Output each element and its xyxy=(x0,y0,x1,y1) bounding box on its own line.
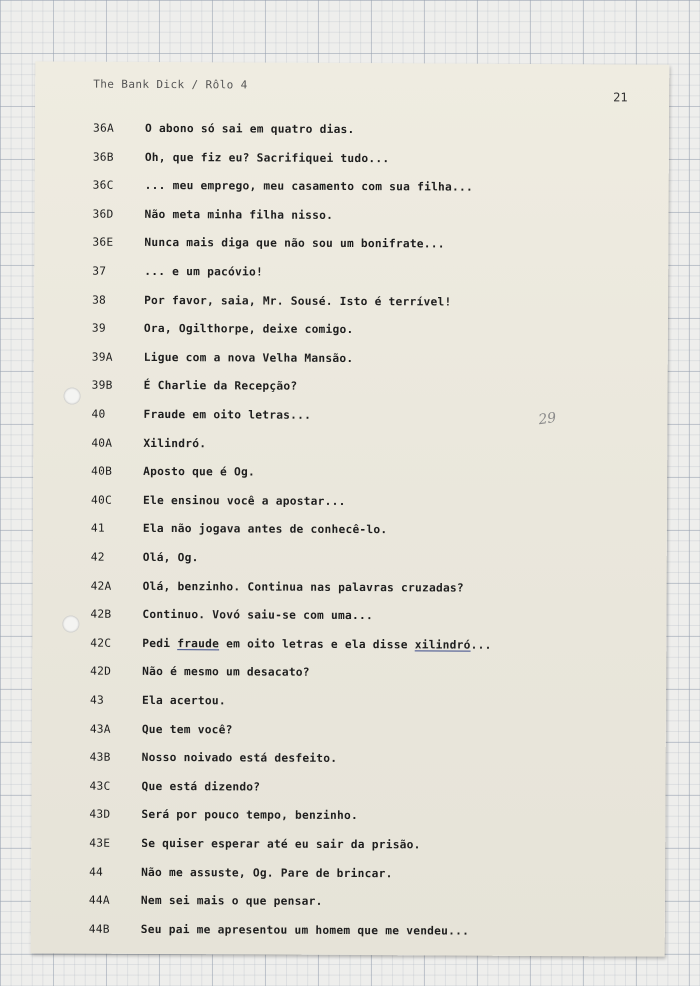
text-segment: Nunca mais diga que não sou um bonifrate... xyxy=(144,236,445,251)
subtitle-number: 37 xyxy=(92,264,107,278)
subtitle-number: 42C xyxy=(90,636,112,650)
subtitle-text xyxy=(145,122,355,136)
subtitle-text xyxy=(144,265,263,279)
subtitle-text xyxy=(143,494,346,508)
subtitle-number: 42B xyxy=(90,607,112,621)
subtitle-number: 43C xyxy=(89,779,111,793)
subtitle-text xyxy=(142,608,373,622)
text-segment: Não é mesmo um desacato? xyxy=(142,665,310,680)
pencil-margin-note: 29 xyxy=(537,409,558,429)
text-segment: Não meta minha filha nisso. xyxy=(144,207,334,222)
text-segment: Será por pouco tempo, benzinho. xyxy=(141,808,358,823)
text-segment: Ora, Ogilthorpe, deixe comigo. xyxy=(143,322,354,337)
subtitle-number: 36A xyxy=(92,121,114,135)
subtitle-text xyxy=(143,551,199,564)
text-segment: Nem sei mais o que pensar. xyxy=(140,894,323,909)
subtitle-text xyxy=(142,694,226,707)
text-segment: Olá, benzinho. Continua nas palavras cruzadas? xyxy=(142,579,464,595)
subtitle-text xyxy=(141,808,358,822)
text-segment: Continuo. Vovó saiu-se com uma... xyxy=(142,608,374,623)
subtitle-number: 40A xyxy=(91,436,113,450)
subtitle-number: 43 xyxy=(89,693,105,707)
subtitle-text xyxy=(144,322,354,336)
text-segment: Nosso noivado está desfeito. xyxy=(141,751,338,766)
subtitle-text xyxy=(143,580,464,595)
text-segment: Ela não jogava antes de conhecê-lo. xyxy=(142,522,388,537)
text-segment: Xilindró. xyxy=(143,436,207,450)
text-segment: Não me assuste, Og. Pare de brincar. xyxy=(141,865,393,880)
text-segment: ... e um pacóvio! xyxy=(144,264,264,279)
text-segment: Se quiser esperar até eu sair da prisão. xyxy=(141,836,421,852)
text-segment: O abono só sai em quatro dias. xyxy=(144,121,355,137)
subtitle-number: 36E xyxy=(92,236,114,250)
underlined-word: fraude xyxy=(177,636,220,651)
subtitle-number: 42 xyxy=(90,550,105,564)
subtitle-text xyxy=(143,437,206,450)
subtitle-number: 39A xyxy=(91,350,113,364)
subtitle-text xyxy=(144,236,444,251)
subtitle-text xyxy=(144,351,354,365)
subtitle-text xyxy=(145,208,334,222)
subtitle-number: 40B xyxy=(91,464,113,478)
subtitle-text xyxy=(145,151,390,165)
text-segment: Que está dizendo? xyxy=(141,779,261,794)
underlined-word: xilindró xyxy=(414,638,471,652)
text-segment: Ele ensinou você a apostar... xyxy=(143,493,346,508)
text-segment: Que tem você? xyxy=(141,722,233,736)
text-segment: É Charlie da Recepção? xyxy=(143,379,298,394)
text-segment: ... meu emprego, meu casamento com sua filha... xyxy=(144,179,474,194)
subtitle-number: 44B xyxy=(88,922,110,936)
subtitle-text xyxy=(142,723,233,736)
text-segment: Pedi xyxy=(142,636,178,650)
subtitle-number: 44A xyxy=(88,893,110,907)
text-segment: Ligue com a nova Velha Mansão. xyxy=(143,350,354,365)
subtitle-number: 44 xyxy=(89,865,104,879)
subtitle-number: 42A xyxy=(90,579,112,593)
page-header-title: The Bank Dick / Rôlo 4 xyxy=(93,77,248,92)
subtitle-number: 41 xyxy=(90,522,105,536)
subtitle-text xyxy=(142,637,491,652)
subtitle-text xyxy=(144,294,451,309)
text-segment: Fraude em oito letras... xyxy=(143,407,312,422)
subtitle-text xyxy=(145,179,473,194)
text-segment: em oito letras e ela disse xyxy=(219,637,415,652)
subtitle-text xyxy=(143,465,255,479)
subtitle-text xyxy=(142,665,310,679)
subtitle-number: 43B xyxy=(89,750,111,764)
subtitle-text xyxy=(144,379,298,393)
subtitle-text xyxy=(142,751,338,765)
subtitle-text xyxy=(143,408,311,422)
subtitle-number: 43D xyxy=(89,808,111,822)
script-page xyxy=(31,61,670,956)
subtitle-number: 36B xyxy=(92,150,114,164)
subtitle-text xyxy=(141,894,323,908)
text-segment: Aposto que é Og. xyxy=(143,465,256,479)
subtitle-number: 40 xyxy=(91,407,106,421)
text-segment: Seu pai me apresentou um homem que me vendeu... xyxy=(140,922,470,938)
text-segment: Ela acertou. xyxy=(141,693,226,708)
subtitle-number: 42D xyxy=(90,665,112,679)
subtitle-number: 36D xyxy=(92,207,114,221)
subtitle-text xyxy=(141,837,420,851)
text-segment: ... xyxy=(470,638,492,652)
page-number: 21 xyxy=(613,90,628,105)
subtitle-number: 40C xyxy=(91,493,113,507)
subtitle-number: 39B xyxy=(91,379,113,393)
subtitle-number: 36C xyxy=(92,178,114,192)
subtitle-number: 38 xyxy=(92,293,107,307)
text-segment: Olá, Og. xyxy=(142,550,199,565)
punch-hole-top xyxy=(64,387,81,404)
subtitle-number: 43A xyxy=(89,722,111,736)
subtitle-number: 43E xyxy=(89,836,111,850)
subtitle-text xyxy=(141,923,469,938)
subtitle-text xyxy=(142,780,261,794)
subtitle-text xyxy=(143,522,388,536)
punch-hole-bottom xyxy=(62,615,79,632)
subtitle-number: 39 xyxy=(91,321,106,335)
text-segment: Oh, que fiz eu? Sacrifiquei tudo... xyxy=(144,150,390,165)
text-segment: Por favor, saia, Mr. Sousé. Isto é terrível! xyxy=(144,293,452,309)
subtitle-text xyxy=(141,866,393,880)
